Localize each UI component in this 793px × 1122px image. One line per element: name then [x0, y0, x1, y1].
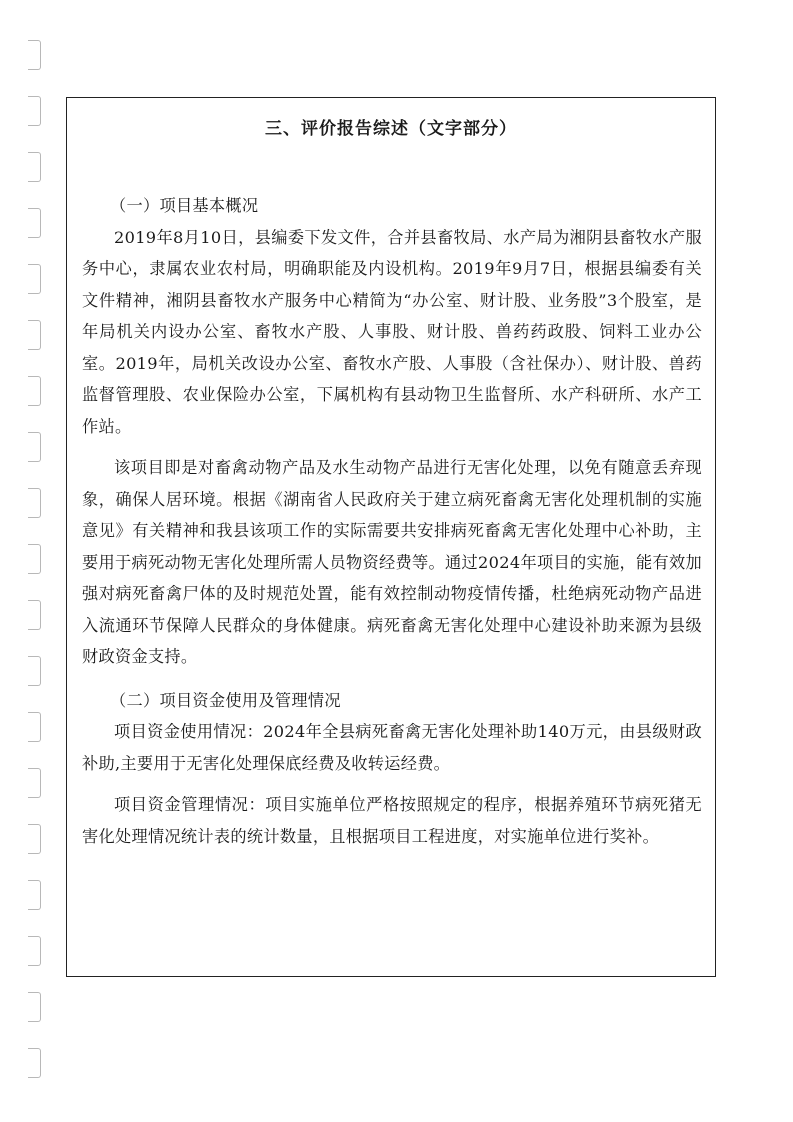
binding-hole: [28, 40, 41, 70]
binding-hole: [28, 208, 41, 238]
paragraph-fund-management: 项目资金管理情况：项目实施单位严格按照规定的程序，根据养殖环节病死猪无害化处理情况统计表的统计数量，且根据项目工程进度，对实施单位进行奖补。: [82, 795, 702, 846]
binding-hole: [28, 1048, 41, 1078]
binding-hole: [28, 824, 41, 854]
binding-hole: [28, 600, 41, 630]
binding-hole: [28, 432, 41, 462]
binding-hole: [28, 264, 41, 294]
binding-hole: [28, 992, 41, 1022]
document-body: [82, 190, 702, 852]
binding-hole: [28, 96, 41, 126]
paragraph-fund-usage: 项目资金使用情况：2024年全县病死畜禽无害化处理补助140万元，由县级财政补助,主要用于无害化处理保底经费及收转运经费。: [82, 722, 702, 773]
binding-hole: [28, 768, 41, 798]
binding-hole: [28, 488, 41, 518]
binding-hole: [28, 712, 41, 742]
binding-hole: [28, 320, 41, 350]
binding-holes: [26, 0, 46, 1122]
binding-hole: [28, 152, 41, 182]
paragraph-project-description: 该项目即是对畜禽动物产品及水生动物产品进行无害化处理，以免有随意丢弃现象，确保人居环境。根据《湖南省人民政府关于建立病死畜禽无害化处理机制的实施意见》有关精神和我县该项工作的实际需要共安排病死畜禽无害化处理中心补助，主要用于病死动物无害化处理所需人员物资经费等。通过2024年项目的实施，能有效加强对病死畜禽尸体的及时规范处置，能有效控制动物疫情传播，杜绝病死动物产品进入流通环节保障人民群众的身体健康。病死畜禽无害化处理中心建设补助来源为县级财政资金支持。: [82, 458, 702, 666]
binding-hole: [28, 376, 41, 406]
section-heading-funds: （二）项目资金使用及管理情况: [110, 690, 341, 710]
paragraph-org-history: 2019年8月10日，县编委下发文件，合并县畜牧局、水产局为湘阴县畜牧水产服务中心，隶属农业农村局，明确职能及内设机构。2019年9月7日，根据县编委有关文件精神，湘阴县畜牧水产服务中心精简为“办公室、财计股、业务股”3个股室，是年局机关内设办公室、畜牧水产股、人事股、财计股、兽药药政股、饲料工业办公室。2019年，局机关改设办公室、畜牧水产股、人事股（含社保办）、财计股、兽药监督管理股、农业保险办公室，下属机构有县动物卫生监督所、水产科研所、水产工作站。: [82, 227, 702, 436]
binding-hole: [28, 656, 41, 686]
section-heading-basic-overview: （一）项目基本概况: [110, 196, 259, 215]
section-title: 三、评价报告综述（文字部分）: [265, 119, 517, 139]
binding-hole: [28, 544, 41, 574]
binding-hole: [28, 880, 41, 910]
binding-hole: [28, 936, 41, 966]
